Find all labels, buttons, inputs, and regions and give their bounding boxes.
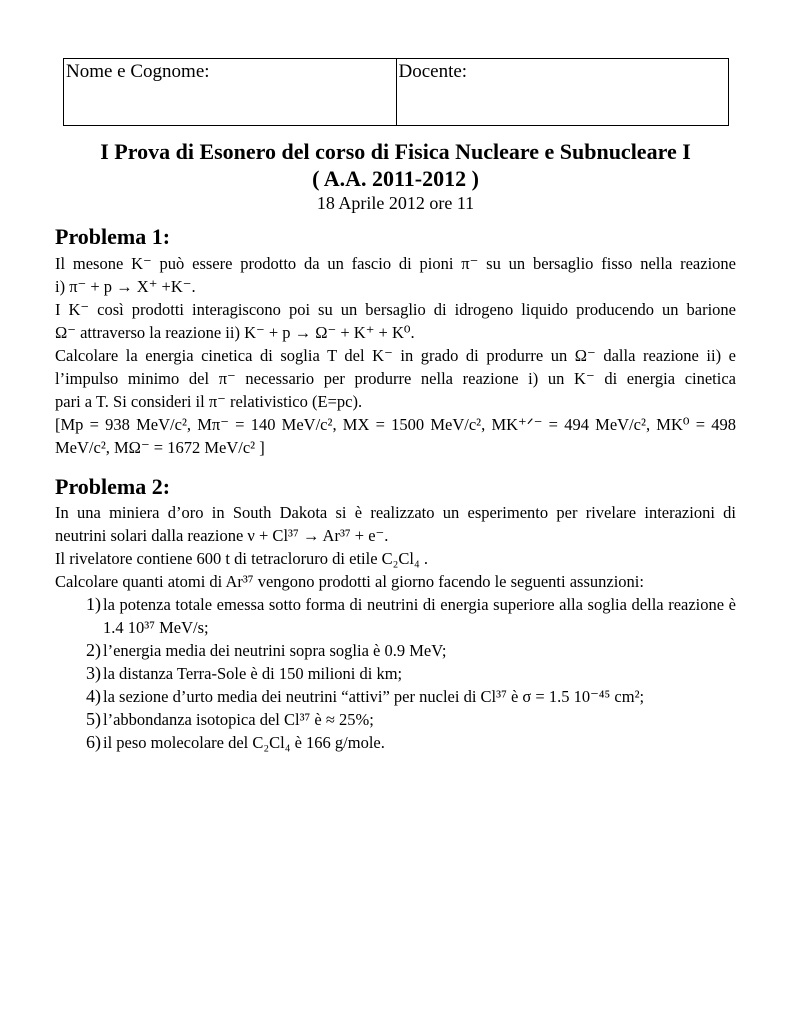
item-number: 1) — [86, 594, 101, 614]
item-text: l’abbondanza isotopica del Cl³⁷ è ≈ 25%; — [103, 710, 374, 729]
problem-1-masses: MeV/c², MΩ⁻ = 1672 MeV/c² ] — [55, 438, 265, 457]
list-item — [55, 662, 736, 685]
list-item — [55, 731, 736, 754]
problem-1-line: l’impulso minimo del π⁻ necessario per produrre nella reazione i) un K⁻ di energia cinetica — [55, 369, 736, 388]
list-item — [55, 593, 736, 639]
exam-title: I Prova di Esonero del corso di Fisica Nucleare e Subnucleare I — [100, 139, 691, 164]
assumption-list — [55, 593, 736, 754]
item-text: la potenza totale emessa sotto forma di neutrini di energia superiore alla soglia della reazione è 1.4 10³⁷ MeV/s; — [103, 595, 736, 637]
problem-1-line: i) π⁻ + p → X⁺ +K⁻. — [55, 277, 196, 296]
problem-1-heading: Problema 1: — [55, 224, 171, 249]
problem-2-line: Calcolare quanti atomi di Ar³⁷ vengono prodotti al giorno facendo le seguenti assunzioni: — [55, 572, 644, 591]
problem-1-line: Ω⁻ attraverso la reazione ii) K⁻ + p → Ω⁻ + K⁺ + K⁰. — [55, 323, 415, 342]
item-text: la sezione d’urto media dei neutrini “attivi” per nuclei di Cl³⁷ è σ = 1.5 10⁻⁴⁵ cm²; — [103, 687, 645, 706]
problem-2-line: neutrini solari dalla reazione ν + Cl³⁷ → Ar³⁷ + e⁻. — [55, 526, 389, 545]
academic-year: ( A.A. 2011-2012 ) — [312, 166, 479, 191]
problem-1-line: I K⁻ così prodotti interagiscono poi su un bersaglio di idrogeno liquido producendo un barione — [55, 300, 736, 319]
item-text: il peso molecolare del C₂Cl₄ è 166 g/mole. — [103, 733, 385, 752]
problem-1-text — [55, 252, 736, 459]
header-table — [63, 58, 729, 126]
problem-1-line: Calcolare la energia cinetica di soglia T del K⁻ in grado di produrre un Ω⁻ dalla reazione ii) e — [55, 346, 736, 365]
item-number: 4) — [86, 686, 101, 706]
item-number: 5) — [86, 709, 101, 729]
item-number: 6) — [86, 732, 101, 752]
teacher-label: Docente: — [398, 61, 468, 82]
problem-2-line: In una miniera d’oro in South Dakota si è realizzato un esperimento per rivelare interazioni di — [55, 503, 736, 522]
item-text: l’energia media dei neutrini sopra soglia è 0.9 MeV; — [103, 641, 447, 660]
list-item — [55, 685, 736, 708]
item-number: 3) — [86, 663, 101, 683]
problem-1-line: pari a T. Si consideri il π⁻ relativistico (E=pc). — [55, 392, 363, 411]
problem-2-line: Il rivelatore contiene 600 t di tetracloruro di etile C₂Cl₄ . — [55, 549, 429, 568]
item-number: 2) — [86, 640, 101, 660]
name-label: Nome e Cognome: — [66, 61, 210, 82]
name-field-cell — [64, 59, 396, 125]
problem-1-masses: [Mp = 938 MeV/c², Mπ⁻ = 140 MeV/c², MX = 1500 MeV/c², MK⁺ᐟ⁻ = 494 MeV/c², MK⁰ = 498 — [55, 415, 736, 434]
list-item — [55, 708, 736, 731]
problem-1-line: Il mesone K⁻ può essere prodotto da un fascio di pioni π⁻ su un bersaglio fisso nella reazione — [55, 254, 736, 273]
item-text: la distanza Terra-Sole è di 150 milioni di km; — [103, 664, 403, 683]
exam-date: 18 Aprile 2012 ore 11 — [316, 193, 475, 213]
teacher-field-cell — [396, 59, 729, 125]
problem-2-heading: Problema 2: — [55, 474, 171, 499]
list-item — [55, 639, 736, 662]
problem-2-text — [55, 501, 736, 754]
